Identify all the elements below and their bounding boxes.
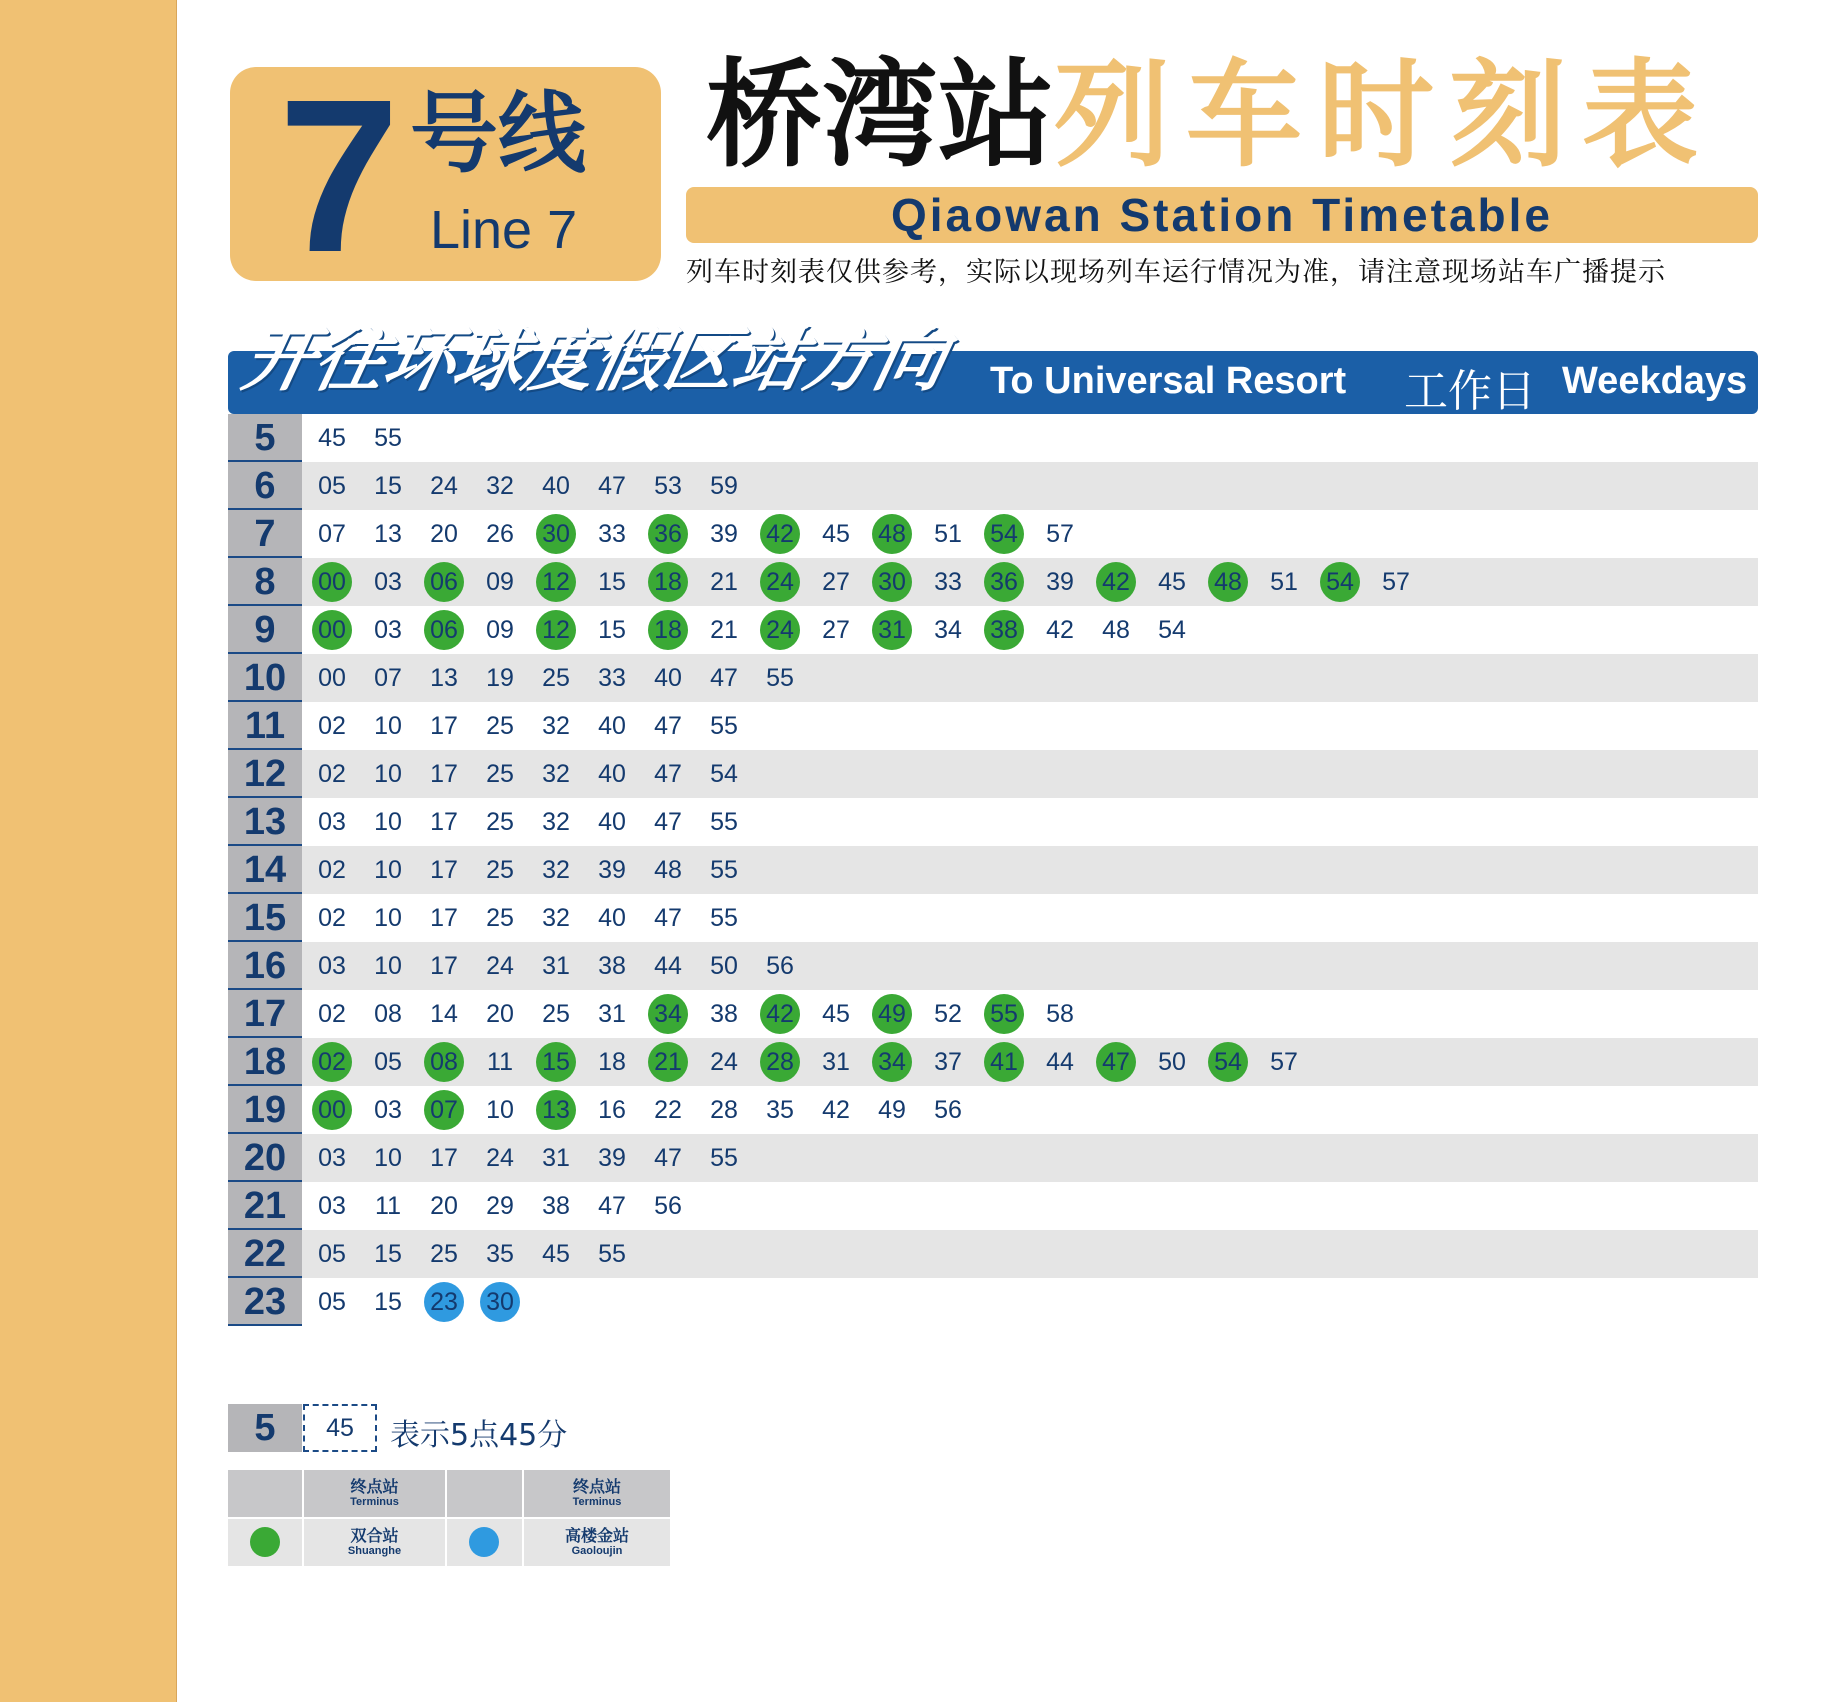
departure-minute: 20 (430, 1192, 458, 1220)
terminus-header-blank (447, 1470, 522, 1517)
day-type-cn: 工作日 (1404, 366, 1536, 417)
departure-minute-terminus-green: 31 (872, 610, 912, 650)
departure-minute: 55 (374, 424, 402, 452)
departure-minute-terminus-green: 15 (536, 1042, 576, 1082)
departure-minute-terminus-green: 28 (760, 1042, 800, 1082)
departure-minute: 10 (374, 952, 402, 980)
timetable-row (228, 990, 1758, 1038)
departure-minute-terminus-green: 49 (872, 994, 912, 1034)
departure-minute: 02 (318, 1000, 346, 1028)
departure-minute: 02 (318, 856, 346, 884)
departure-minute: 25 (542, 1000, 570, 1028)
hour-cell: 20 (228, 1134, 302, 1182)
departure-minute: 47 (598, 472, 626, 500)
departure-minute: 31 (598, 1000, 626, 1028)
departure-minute: 52 (934, 1000, 962, 1028)
departure-minute: 25 (486, 856, 514, 884)
departure-minute: 53 (654, 472, 682, 500)
departure-minute: 17 (430, 1144, 458, 1172)
departure-minute: 40 (654, 664, 682, 692)
timetable (228, 414, 1758, 1326)
departure-minute: 27 (822, 568, 850, 596)
hour-cell: 10 (228, 654, 302, 702)
departure-minute: 03 (318, 1192, 346, 1220)
timetable-row (228, 654, 1758, 702)
departure-minute: 49 (878, 1096, 906, 1124)
departure-minute: 45 (822, 520, 850, 548)
departure-minute-terminus-green: 42 (760, 994, 800, 1034)
hour-cell: 14 (228, 846, 302, 894)
departure-minute: 45 (318, 424, 346, 452)
departure-minute: 15 (374, 1240, 402, 1268)
departure-minute-terminus-green: 54 (984, 514, 1024, 554)
direction-en: To Universal Resort (990, 360, 1347, 402)
departure-minute: 13 (374, 520, 402, 548)
hour-cell: 16 (228, 942, 302, 990)
departure-minute: 47 (654, 904, 682, 932)
departure-minute: 24 (710, 1048, 738, 1076)
departure-minute-terminus-green: 34 (872, 1042, 912, 1082)
departure-minute-terminus-green: 30 (872, 562, 912, 602)
departure-minute: 32 (542, 808, 570, 836)
departure-minute-terminus-green: 24 (760, 610, 800, 650)
departure-minute: 51 (934, 520, 962, 548)
departure-minute-terminus-green: 34 (648, 994, 688, 1034)
departure-minute: 03 (374, 1096, 402, 1124)
departure-minute: 11 (375, 1192, 401, 1220)
departure-minute: 33 (598, 664, 626, 692)
departure-minute: 03 (374, 568, 402, 596)
departure-minute: 20 (486, 1000, 514, 1028)
departure-minute: 10 (486, 1096, 514, 1124)
departure-minute: 55 (710, 1144, 738, 1172)
terminus-legend (228, 1470, 670, 1566)
timetable-row (228, 558, 1758, 606)
departure-minute-terminus-green: 36 (984, 562, 1024, 602)
terminus-1-cn: 双合站 (350, 1526, 399, 1545)
departure-minute: 32 (486, 472, 514, 500)
departure-minute-terminus-green: 55 (984, 994, 1024, 1034)
departure-minute: 56 (934, 1096, 962, 1124)
departure-minute: 25 (486, 760, 514, 788)
terminus-swatch-cell (447, 1519, 522, 1566)
hour-cell: 8 (228, 558, 302, 606)
timetable-row (228, 702, 1758, 750)
departure-minute-terminus-green: 47 (1096, 1042, 1136, 1082)
terminus-header (304, 1470, 445, 1517)
departure-minute: 45 (822, 1000, 850, 1028)
departure-minute: 09 (486, 616, 514, 644)
departure-minute: 19 (486, 664, 514, 692)
terminus-header-en: Terminus (572, 1495, 622, 1508)
departure-minute: 50 (1158, 1048, 1186, 1076)
departure-minute: 59 (710, 472, 738, 500)
departure-minute: 05 (374, 1048, 402, 1076)
departure-minute: 47 (654, 760, 682, 788)
departure-minute-terminus-green: 48 (1208, 562, 1248, 602)
departure-minute-terminus-green: 08 (424, 1042, 464, 1082)
timetable-row (228, 1086, 1758, 1134)
timetable-row (228, 750, 1758, 798)
departure-minute: 32 (542, 760, 570, 788)
hour-cell: 23 (228, 1278, 302, 1326)
departure-minute: 24 (486, 952, 514, 980)
departure-minute: 50 (710, 952, 738, 980)
legend-example-text: 表示5点45分 (390, 1418, 568, 1453)
departure-minute-terminus-green: 12 (536, 610, 576, 650)
departure-minute-terminus-green: 00 (312, 610, 352, 650)
departure-minute: 24 (430, 472, 458, 500)
departure-minute: 48 (1102, 616, 1130, 644)
departure-minute: 25 (486, 712, 514, 740)
terminus-header-blank (228, 1470, 302, 1517)
timetable-row (228, 846, 1758, 894)
departure-minute: 26 (486, 520, 514, 548)
departure-minute: 39 (710, 520, 738, 548)
departure-minute: 39 (1046, 568, 1074, 596)
departure-minute-terminus-green: 18 (648, 562, 688, 602)
hour-cell: 6 (228, 462, 302, 510)
departure-minute: 39 (598, 856, 626, 884)
terminus-2-en: Gaoloujin (571, 1544, 623, 1557)
hour-cell: 9 (228, 606, 302, 654)
departure-minute-terminus-green: 06 (424, 610, 464, 650)
green-circle-icon (250, 1527, 280, 1557)
departure-minute-terminus-green: 02 (312, 1042, 352, 1082)
terminus-1-en: Shuanghe (347, 1544, 402, 1557)
page-title (706, 48, 1714, 183)
departure-minute: 02 (318, 760, 346, 788)
departure-minute: 55 (710, 904, 738, 932)
terminus-header-en: Terminus (350, 1495, 399, 1508)
departure-minute: 09 (486, 568, 514, 596)
hour-cell: 22 (228, 1230, 302, 1278)
departure-minute: 35 (766, 1096, 794, 1124)
departure-minute-terminus-green: 06 (424, 562, 464, 602)
hour-cell: 19 (228, 1086, 302, 1134)
departure-minute: 28 (710, 1096, 738, 1124)
english-title-banner: Qiaowan Station Timetable (686, 187, 1758, 243)
departure-minute-terminus-green: 54 (1208, 1042, 1248, 1082)
departure-minute: 08 (374, 1000, 402, 1028)
station-name: 桥湾站 (706, 48, 1054, 183)
departure-minute: 47 (710, 664, 738, 692)
departure-minute: 07 (374, 664, 402, 692)
departure-minute: 02 (318, 904, 346, 932)
departure-minute: 32 (542, 904, 570, 932)
departure-minute-terminus-green: 18 (648, 610, 688, 650)
hour-cell: 18 (228, 1038, 302, 1086)
departure-minute-terminus-green: 42 (1096, 562, 1136, 602)
timetable-row (228, 606, 1758, 654)
departure-minute: 42 (1046, 616, 1074, 644)
departure-minute: 57 (1046, 520, 1074, 548)
timetable-row (228, 894, 1758, 942)
departure-minute: 17 (430, 952, 458, 980)
departure-minute: 38 (542, 1192, 570, 1220)
departure-minute: 56 (654, 1192, 682, 1220)
line-label-en: Line 7 (430, 200, 578, 260)
timetable-row (228, 414, 1758, 462)
departure-minute: 13 (430, 664, 458, 692)
departure-minute-terminus-green: 00 (312, 1090, 352, 1130)
departure-minute: 10 (374, 808, 402, 836)
departure-minute: 05 (318, 472, 346, 500)
departure-minute: 25 (486, 904, 514, 932)
departure-minute: 55 (766, 664, 794, 692)
legend-example-hour: 5 (228, 1404, 302, 1452)
departure-minute-terminus-green: 12 (536, 562, 576, 602)
departure-minute: 31 (822, 1048, 850, 1076)
departure-minute-terminus-green: 13 (536, 1090, 576, 1130)
departure-minute: 15 (374, 1288, 402, 1316)
departure-minute-terminus-green: 36 (648, 514, 688, 554)
departure-minute: 17 (430, 856, 458, 884)
terminus-2-cn: 高楼金站 (564, 1526, 629, 1545)
hour-cell: 21 (228, 1182, 302, 1230)
departure-minute: 57 (1270, 1048, 1298, 1076)
departure-minute-terminus-green: 07 (424, 1090, 464, 1130)
hour-cell: 15 (228, 894, 302, 942)
departure-minute: 40 (598, 712, 626, 740)
departure-minute: 03 (318, 1144, 346, 1172)
departure-minute: 17 (430, 904, 458, 932)
line-number: 7 (278, 55, 396, 298)
disclaimer-note: 列车时刻表仅供参考，实际以现场列车运行情况为准，请注意现场站车广播提示 (686, 257, 1666, 288)
departure-minute: 32 (542, 856, 570, 884)
timetable-row (228, 1038, 1758, 1086)
departure-minute: 10 (374, 1144, 402, 1172)
departure-minute: 37 (934, 1048, 962, 1076)
departure-minute: 15 (598, 568, 626, 596)
departure-minute: 42 (822, 1096, 850, 1124)
timetable-row (228, 1278, 1758, 1326)
hour-cell: 13 (228, 798, 302, 846)
departure-minute: 34 (934, 616, 962, 644)
departure-minute: 15 (374, 472, 402, 500)
departure-minute: 22 (654, 1096, 682, 1124)
departure-minute-terminus-green: 30 (536, 514, 576, 554)
departure-minute: 33 (934, 568, 962, 596)
legend-example-minute: 45 (303, 1404, 377, 1452)
departure-minute: 55 (710, 856, 738, 884)
departure-minute: 40 (598, 760, 626, 788)
departure-minute: 02 (318, 712, 346, 740)
hour-cell: 11 (228, 702, 302, 750)
timetable-row (228, 798, 1758, 846)
timetable-row (228, 942, 1758, 990)
departure-minute: 55 (710, 712, 738, 740)
departure-minute: 31 (542, 952, 570, 980)
departure-minute: 44 (1046, 1048, 1074, 1076)
departure-minute: 45 (542, 1240, 570, 1268)
departure-minute: 35 (486, 1240, 514, 1268)
departure-minute-terminus-green: 54 (1320, 562, 1360, 602)
timetable-title: 列车时刻表 (1054, 48, 1714, 183)
departure-minute: 47 (598, 1192, 626, 1220)
departure-minute-terminus-blue: 30 (480, 1282, 520, 1322)
departure-minute: 54 (1158, 616, 1186, 644)
departure-minute: 47 (654, 808, 682, 836)
departure-minute: 55 (710, 808, 738, 836)
departure-minute: 55 (598, 1240, 626, 1268)
departure-minute: 07 (318, 520, 346, 548)
departure-minute-terminus-green: 42 (760, 514, 800, 554)
departure-minute: 48 (654, 856, 682, 884)
hour-cell: 7 (228, 510, 302, 558)
departure-minute: 05 (318, 1240, 346, 1268)
departure-minute: 16 (598, 1096, 626, 1124)
departure-minute: 45 (1158, 568, 1186, 596)
terminus-swatch-cell (228, 1519, 302, 1566)
terminus-header-cn: 终点站 (572, 1477, 621, 1496)
departure-minute: 25 (430, 1240, 458, 1268)
departure-minute: 25 (542, 664, 570, 692)
departure-minute: 33 (598, 520, 626, 548)
departure-minute: 25 (486, 808, 514, 836)
terminus-header (524, 1470, 670, 1517)
departure-minute: 00 (318, 664, 346, 692)
timetable-row (228, 1134, 1758, 1182)
line-label-cn: 号线 (410, 82, 587, 185)
side-accent-rule (176, 0, 177, 1702)
departure-minute: 03 (318, 808, 346, 836)
departure-minute: 18 (598, 1048, 626, 1076)
side-accent-bar (0, 0, 176, 1702)
departure-minute: 29 (486, 1192, 514, 1220)
departure-minute: 47 (654, 1144, 682, 1172)
timetable-row (228, 1230, 1758, 1278)
terminus-name-cell (524, 1519, 670, 1566)
departure-minute: 14 (430, 1000, 458, 1028)
departure-minute: 10 (374, 712, 402, 740)
departure-minute: 31 (542, 1144, 570, 1172)
direction-cn: 开往环球度假区站方向 (236, 319, 954, 401)
departure-minute-terminus-green: 21 (648, 1042, 688, 1082)
departure-minute: 57 (1382, 568, 1410, 596)
departure-minute: 38 (598, 952, 626, 980)
departure-minute: 10 (374, 760, 402, 788)
departure-minute: 54 (710, 760, 738, 788)
departure-minute: 17 (430, 712, 458, 740)
terminus-name-cell (304, 1519, 445, 1566)
departure-minute-terminus-green: 00 (312, 562, 352, 602)
departure-minute: 24 (486, 1144, 514, 1172)
departure-minute-terminus-blue: 23 (424, 1282, 464, 1322)
terminus-header-cn: 终点站 (350, 1477, 399, 1496)
departure-minute: 10 (374, 904, 402, 932)
departure-minute: 32 (542, 712, 570, 740)
departure-minute-terminus-green: 38 (984, 610, 1024, 650)
departure-minute: 05 (318, 1288, 346, 1316)
hour-cell: 5 (228, 414, 302, 462)
departure-minute: 21 (710, 568, 738, 596)
departure-minute: 17 (430, 808, 458, 836)
departure-minute: 10 (374, 856, 402, 884)
timetable-row (228, 1182, 1758, 1230)
hour-cell: 17 (228, 990, 302, 1038)
departure-minute: 40 (598, 808, 626, 836)
departure-minute-terminus-green: 41 (984, 1042, 1024, 1082)
departure-minute: 38 (710, 1000, 738, 1028)
blue-circle-icon (469, 1527, 499, 1557)
departure-minute: 39 (598, 1144, 626, 1172)
departure-minute: 03 (318, 952, 346, 980)
departure-minute: 20 (430, 520, 458, 548)
departure-minute-terminus-green: 24 (760, 562, 800, 602)
departure-minute: 44 (654, 952, 682, 980)
departure-minute: 27 (822, 616, 850, 644)
timetable-row (228, 462, 1758, 510)
departure-minute: 15 (598, 616, 626, 644)
departure-minute: 17 (430, 760, 458, 788)
hour-cell: 12 (228, 750, 302, 798)
departure-minute-terminus-green: 48 (872, 514, 912, 554)
departure-minute: 56 (766, 952, 794, 980)
departure-minute: 21 (710, 616, 738, 644)
timetable-row (228, 510, 1758, 558)
departure-minute: 03 (374, 616, 402, 644)
departure-minute: 47 (654, 712, 682, 740)
departure-minute: 51 (1270, 568, 1298, 596)
departure-minute: 40 (598, 904, 626, 932)
departure-minute: 40 (542, 472, 570, 500)
departure-minute: 11 (487, 1048, 513, 1076)
day-type-en: Weekdays (1562, 360, 1748, 402)
departure-minute: 58 (1046, 1000, 1074, 1028)
